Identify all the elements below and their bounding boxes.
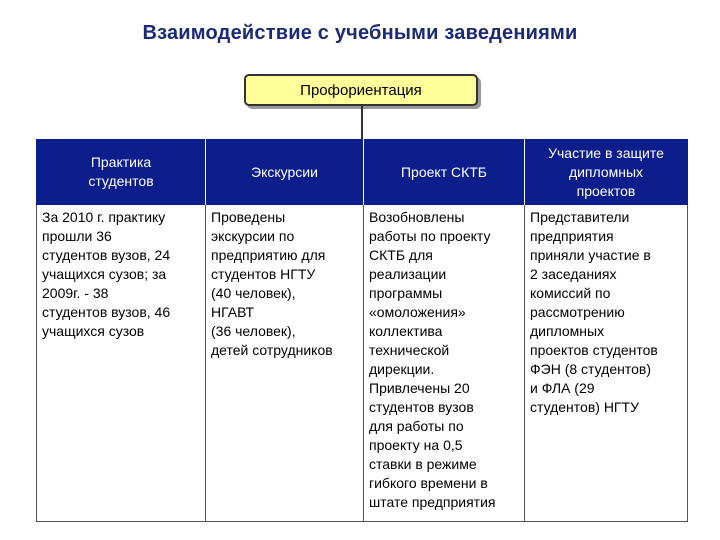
page-title: Взаимодействие с учебными заведениями: [142, 22, 578, 44]
body-row: [37, 205, 688, 522]
header-excursions: Экскурсии: [206, 139, 364, 205]
root-node-box: [244, 74, 478, 106]
cell-sktb-project: Возобновлены работы по проекту СКТБ для реализации программы «омоложения» коллектива технической дирекции. Привлечены 20 студентов вузов для работы по проекту на 0,5 ставки в режиме гибкого времени в штате предприятия: [364, 205, 525, 522]
header-practice: Практика студентов: [37, 139, 206, 205]
cell-practice: За 2010 г. практику прошли 36 студентов вузов, 24 учащихся сузов; за 2009г. - 38 студентов вузов, 46 учащихся сузов: [37, 205, 206, 522]
connector-line: [361, 106, 363, 140]
cell-thesis-defense: Представители предприятия приняли участие в 2 заседаниях комиссий по рассмотрению дипломных проектов студентов ФЭН (8 студентов) и ФЛА (29 студентов) НГТУ: [525, 205, 688, 522]
header-sktb-project: Проект СКТБ: [364, 139, 525, 205]
activities-table: [36, 139, 688, 522]
root-node-label: Профориентация: [300, 81, 422, 99]
cell-excursions: Проведены экскурсии по предприятию для студентов НГТУ (40 человек), НГАВТ (36 человек), детей сотрудников: [206, 205, 364, 522]
header-row: [37, 139, 688, 205]
header-thesis-defense: Участие в защите дипломных проектов: [525, 139, 688, 205]
